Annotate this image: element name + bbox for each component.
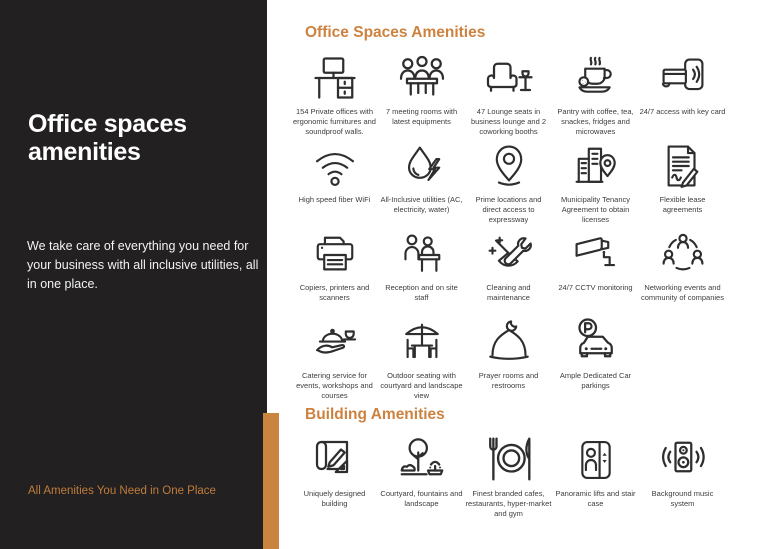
amenity-lounge-seats <box>465 52 552 140</box>
left-dark-panel <box>0 0 267 549</box>
courtyard-tree-icon <box>398 434 446 484</box>
page-title: Office spaces amenities <box>28 110 187 166</box>
amenity-meeting-rooms <box>378 52 465 140</box>
amenity-locations <box>465 140 552 228</box>
speaker-icon <box>659 434 707 484</box>
content-area <box>267 0 777 549</box>
prayer-dome-icon <box>485 316 533 366</box>
amenity-label: Municipality Tenancy Agreement to obtain licenses <box>560 195 631 225</box>
outdoor-seating-icon <box>399 316 445 366</box>
amenity-reception <box>378 228 465 316</box>
amenity-cctv <box>552 228 639 316</box>
building-amenities-grid <box>291 434 726 522</box>
amenity-label: 24/7 CCTV monitoring <box>558 283 633 292</box>
cleaning-icon <box>485 228 533 278</box>
amenity-label: Ample Dedicated Car parkings <box>559 371 632 391</box>
amenity-printers <box>291 228 378 316</box>
lease-document-icon <box>660 140 706 190</box>
amenity-label: Courtyard, fountains and landscape <box>380 489 463 509</box>
amenity-label: Pantry with coffee, tea, snackes, fridges and microwaves <box>557 107 634 137</box>
amenity-label: All-Inclusive utilities (AC, electricity, water) <box>380 195 463 215</box>
amenity-label: Catering service for events, workshops and courses <box>296 371 373 401</box>
elevator-icon <box>573 434 619 484</box>
amenity-label: Panoramic lifts and stair case <box>555 489 636 509</box>
amenity-lease <box>639 140 726 228</box>
amenity-label: 24/7 access with key card <box>639 107 726 116</box>
amenity-lifts <box>552 434 639 522</box>
amenity-music <box>639 434 726 522</box>
amenity-label: Finest branded cafes, restaurants, hyper-market and gym <box>465 489 552 519</box>
amenity-cleaning <box>465 228 552 316</box>
reception-icon <box>399 228 445 278</box>
amenity-courtyard <box>378 434 465 522</box>
amenity-private-offices <box>291 52 378 140</box>
amenity-networking <box>639 228 726 316</box>
amenity-access-keycard <box>639 52 726 140</box>
amenity-label: Flexible lease agreements <box>659 195 706 215</box>
amenity-label: Reception and on site staff <box>385 283 458 303</box>
amenity-municipality <box>552 140 639 228</box>
coffee-cup-icon <box>573 52 619 102</box>
car-parking-icon <box>572 316 620 366</box>
amenity-unique-design <box>291 434 378 522</box>
amenity-label: Copiers, printers and scanners <box>299 283 370 303</box>
amenity-label: Prime locations and direct access to expressway <box>475 195 542 225</box>
amenity-utilities <box>378 140 465 228</box>
location-pin-icon <box>486 140 532 190</box>
amenity-label: Cleaning and maintenance <box>486 283 531 303</box>
amenity-label: 7 meeting rooms with latest equipments <box>385 107 458 127</box>
office-amenities-grid <box>291 52 726 404</box>
section-heading-building: Building Amenities <box>305 406 445 423</box>
amenity-label: Networking events and community of companies <box>641 283 724 303</box>
amenity-catering <box>291 316 378 404</box>
amenity-parking <box>552 316 639 404</box>
amenity-label: Uniquely designed building <box>303 489 366 509</box>
amenity-label: Outdoor seating with courtyard and landscape view <box>380 371 463 401</box>
lounge-sofa-icon <box>484 52 534 102</box>
buildings-pin-icon <box>573 140 619 190</box>
amenity-dining <box>465 434 552 522</box>
amenity-label: 154 Private offices with ergonomic furnitures and soundproof walls. <box>293 107 376 137</box>
water-drop-bolt-icon <box>399 140 445 190</box>
amenity-prayer-rooms <box>465 316 552 404</box>
amenity-label: 47 Lounge seats in business lounge and 2 coworking booths <box>470 107 547 137</box>
amenity-wifi <box>291 140 378 228</box>
cctv-icon <box>572 228 620 278</box>
wifi-icon <box>311 140 359 190</box>
dining-icon <box>484 434 534 484</box>
amenity-label: High speed fiber WiFi <box>298 195 371 204</box>
printer-icon <box>312 228 358 278</box>
key-card-icon <box>660 52 706 102</box>
amenity-label: Background music system <box>651 489 714 509</box>
amenity-outdoor-seating <box>378 316 465 404</box>
meeting-room-icon <box>398 52 446 102</box>
amenity-label: Prayer rooms and restrooms <box>478 371 539 391</box>
networking-icon <box>660 228 706 278</box>
catering-icon <box>311 316 359 366</box>
page-description: We take care of everything you need for your business with all inclusive utilities, all in one place. <box>27 239 259 291</box>
amenity-pantry <box>552 52 639 140</box>
blueprint-icon <box>311 434 359 484</box>
desk-icon <box>311 52 359 102</box>
tagline: All Amenities You Need in One Place <box>28 485 216 497</box>
section-heading-office-spaces: Office Spaces Amenities <box>305 24 486 41</box>
